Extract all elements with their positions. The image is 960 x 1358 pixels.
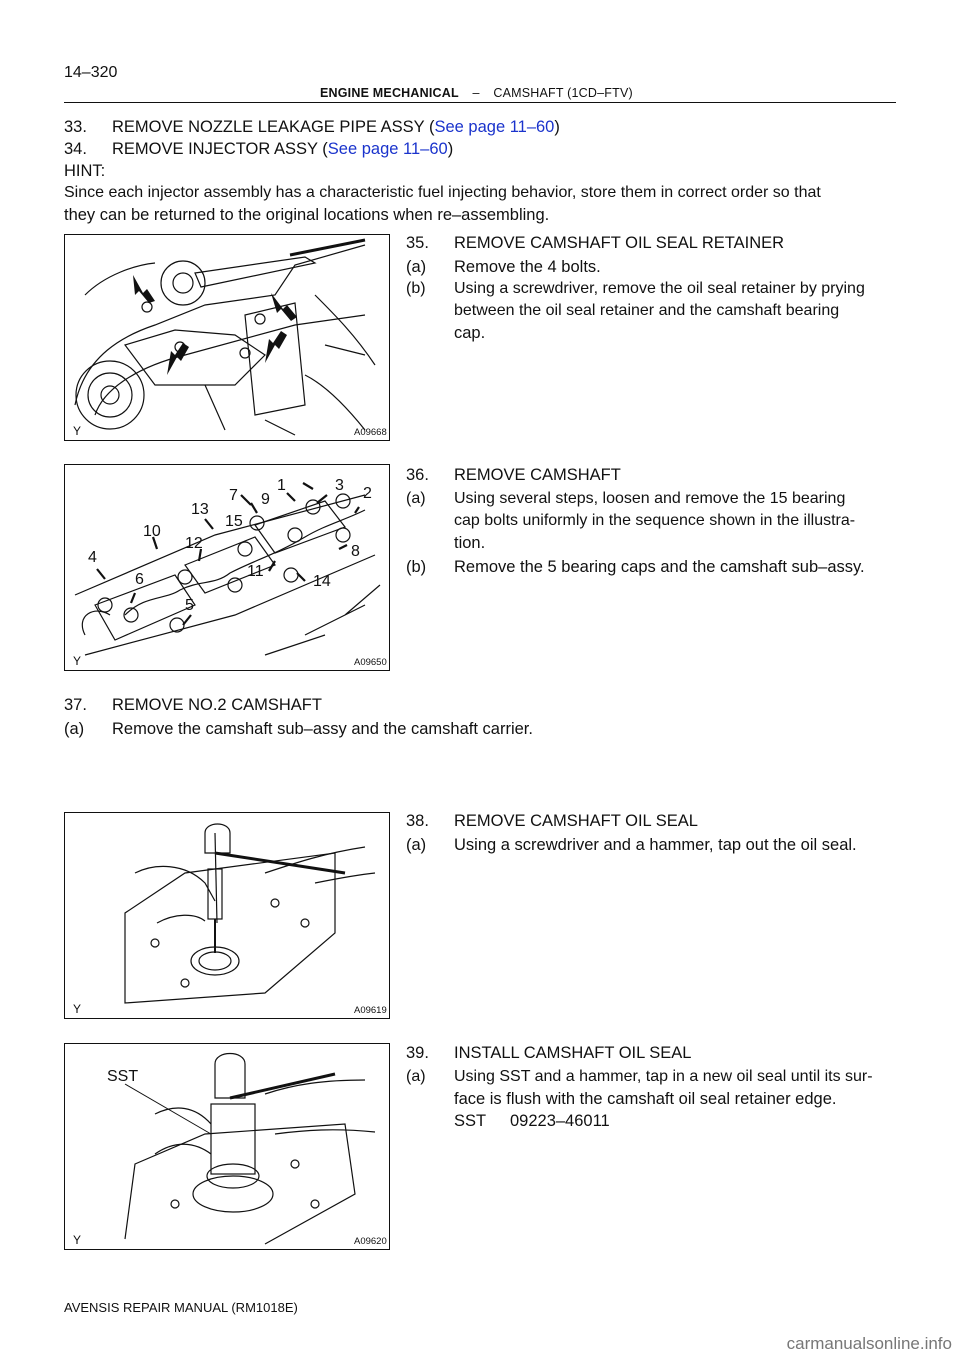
step-34-close: ) (447, 140, 454, 158)
step-39-number: 39. (406, 1044, 429, 1062)
figure-1-code: A09668 (354, 427, 387, 438)
step-35-b-line-1: Using a screwdriver, remove the oil seal retainer by prying (454, 280, 865, 297)
callout-15: 15 (225, 513, 243, 530)
callout-12: 12 (185, 535, 203, 552)
figure-1-drawing (65, 235, 389, 440)
figure-2-code: A09650 (354, 657, 387, 668)
callout-4: 4 (88, 549, 97, 566)
step-37-a (64, 718, 533, 740)
running-header (320, 86, 633, 100)
callout-6: 6 (135, 571, 144, 588)
step-39-heading: INSTALL CAMSHAFT OIL SEAL (454, 1044, 692, 1062)
callout-3: 3 (335, 477, 344, 494)
hint-label: HINT: (64, 162, 106, 180)
step-37-heading: REMOVE NO.2 CAMSHAFT (112, 696, 322, 714)
page-number: 14–320 (64, 64, 118, 81)
step-33-number: 33. (64, 118, 87, 136)
figure-4-y-mark: Y (73, 1233, 82, 1247)
step-39-sst (454, 1110, 610, 1132)
step-36-number: 36. (406, 466, 429, 484)
step-39-a (406, 1066, 873, 1088)
step-34-text: REMOVE INJECTOR ASSY ( (112, 140, 328, 158)
step-38-a-text: Using a screwdriver and a hammer, tap out the oil seal. (454, 836, 857, 854)
callout-13: 13 (191, 501, 209, 518)
header-section: ENGINE MECHANICAL (320, 86, 459, 100)
figure-camshaft-bolt-sequence (64, 464, 390, 671)
step-34-number: 34. (64, 140, 87, 158)
step-39-a-line-2: face is flush with the camshaft oil seal retainer edge. (454, 1090, 837, 1108)
step-37-a-text: Remove the camshaft sub–assy and the camshaft carrier. (112, 720, 533, 738)
step-34-link[interactable]: See page 11–60 (327, 140, 448, 158)
step-35-heading: REMOVE CAMSHAFT OIL SEAL RETAINER (454, 234, 785, 252)
figure-2-y-mark: Y (73, 654, 82, 668)
step-39-title (406, 1042, 692, 1064)
step-35-number: 35. (406, 234, 429, 252)
step-33-link[interactable]: See page 11–60 (434, 118, 555, 136)
step-37-a-label: (a) (64, 720, 85, 738)
step-38-title (406, 810, 698, 832)
step-35-b-label: (b) (406, 280, 426, 297)
figure-3-code: A09619 (354, 1005, 387, 1016)
header-separator: – (472, 86, 480, 100)
step-38-number: 38. (406, 812, 429, 830)
hint-line-2: they can be returned to the original locations when re–assembling. (64, 206, 550, 224)
figure-install-oil-seal (64, 1043, 390, 1250)
step-39-a-line-1: Using SST and a hammer, tap in a new oil seal until its sur- (454, 1068, 873, 1085)
sst-part-number: 09223–46011 (510, 1112, 610, 1130)
callout-1: 1 (277, 477, 286, 494)
watermark: carmanualsonline.info (786, 1334, 952, 1353)
callout-7: 7 (229, 487, 238, 504)
callout-5: 5 (185, 597, 194, 614)
callout-10: 10 (143, 523, 161, 540)
step-35-b (406, 278, 865, 300)
figure-2-drawing (65, 465, 389, 670)
manual-footer: AVENSIS REPAIR MANUAL (RM1018E) (64, 1300, 298, 1315)
callout-8: 8 (351, 543, 360, 560)
figure-3-y-mark: Y (73, 1002, 82, 1016)
step-33 (64, 116, 560, 138)
step-36-b-label: (b) (406, 558, 427, 576)
step-36-a-line-1: Using several steps, loosen and remove the 15 bearing (454, 490, 846, 507)
figure-4-code: A09620 (354, 1236, 387, 1247)
header-topic: CAMSHAFT (1CD–FTV) (493, 86, 633, 100)
step-35-title (406, 232, 784, 254)
figure-3-drawing (65, 813, 389, 1018)
step-36-b-text: Remove the 5 bearing caps and the camshaft sub–assy. (454, 558, 865, 576)
step-36-b (406, 556, 865, 578)
step-33-close: ) (554, 118, 560, 136)
callout-14: 14 (313, 573, 331, 590)
header-rule (64, 102, 896, 103)
step-35-a-text: Remove the 4 bolts. (454, 258, 601, 276)
step-35-a (406, 256, 601, 278)
figure-oil-seal-retainer (64, 234, 390, 441)
step-35-a-label: (a) (406, 258, 427, 276)
step-38-a (406, 834, 857, 856)
step-38-heading: REMOVE CAMSHAFT OIL SEAL (454, 812, 698, 830)
step-35-b-line-2: between the oil seal retainer and the camshaft bearing (454, 302, 840, 319)
sst-label-text: SST (454, 1112, 487, 1130)
step-35-b-line-3: cap. (454, 324, 486, 342)
step-33-text: REMOVE NOZZLE LEAKAGE PIPE ASSY ( (112, 118, 435, 136)
step-34 (64, 138, 453, 160)
figure-remove-oil-seal (64, 812, 390, 1019)
step-39-a-label: (a) (406, 1068, 426, 1085)
step-36-a-label: (a) (406, 490, 426, 507)
step-36-title (406, 464, 621, 486)
step-36-a-line-3: tion. (454, 534, 486, 552)
figure-1-y-mark: Y (73, 424, 82, 438)
step-36-a (406, 488, 845, 510)
step-37-number: 37. (64, 696, 87, 714)
step-36-heading: REMOVE CAMSHAFT (454, 466, 621, 484)
callout-9: 9 (261, 491, 270, 508)
step-36-a-line-2: cap bolts uniformly in the sequence shown in the illustra- (454, 512, 856, 529)
callout-11: 11 (247, 563, 264, 580)
hint-line-1: Since each injector assembly has a characteristic fuel injecting behavior, store them in correct order so that (64, 184, 821, 201)
step-38-a-label: (a) (406, 836, 427, 854)
step-37-title (64, 694, 322, 716)
callout-2: 2 (363, 485, 372, 502)
sst-label: SST (107, 1068, 139, 1085)
